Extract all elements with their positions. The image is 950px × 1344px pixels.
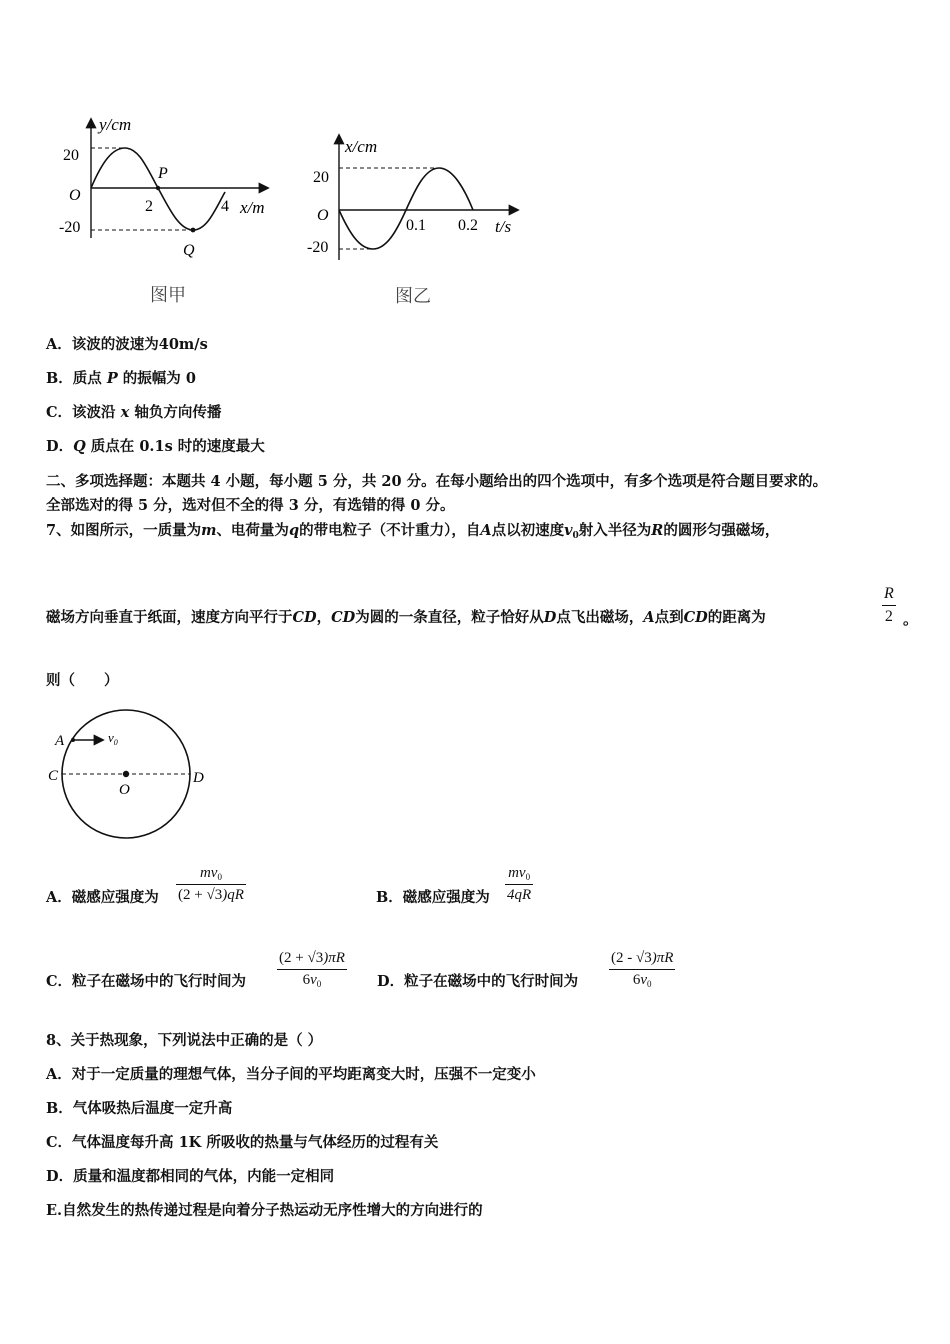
- q8-option-e: E.自然发生的热传递过程是向着分子热运动无序性增大的方向进行的: [46, 1202, 483, 1219]
- point-a-dot: [71, 738, 75, 742]
- q7-line2-end: 。: [903, 610, 919, 628]
- origin-label: O: [317, 207, 329, 224]
- tick-neg20: -20: [307, 239, 329, 256]
- figure-yi-vibration-graph: [305, 128, 535, 313]
- y-axis-label: y/cm: [99, 115, 132, 134]
- tick-0-1: 0.1: [406, 217, 426, 234]
- q7-option-a-fraction: $\frac{mv_0}{(2 + √3)qR}$: [178, 865, 244, 903]
- center-o-dot: [123, 771, 129, 777]
- tick-4: 4: [221, 198, 229, 215]
- tick-neg20: -20: [59, 219, 81, 236]
- q7-stem-line2: 磁场方向垂直于纸面，速度方向平行于CD，CD为圆的一条直径，粒子恰好从D点飞出磁场，A点到CD的距离为: [46, 609, 766, 626]
- q8-option-b: B．气体吸热后温度一定升高: [46, 1100, 233, 1117]
- q8-option-c: C．气体温度每升高 1K 所吸收的热量与气体经历的过程有关: [46, 1134, 439, 1151]
- q7-option-b-fraction: $\frac{mv_0}{4qR}$: [507, 865, 532, 903]
- tick-20: 20: [313, 169, 329, 186]
- x-axis-label: x/m: [240, 198, 265, 217]
- point-a-label: A: [55, 733, 65, 749]
- figure-jia-wave-graph: [55, 110, 295, 315]
- q8-option-a: A．对于一定质量的理想气体，当分子间的平均距离变大时，压强不一定变小: [46, 1066, 536, 1083]
- point-q-label: Q: [183, 242, 195, 259]
- tick-0-2: 0.2: [458, 217, 478, 234]
- q6-option-b: B．质点 P 的振幅为 0: [46, 370, 196, 387]
- v0-label: $v_0$: [108, 730, 118, 747]
- tick-20: 20: [63, 147, 79, 164]
- vibration-curve: [339, 168, 473, 249]
- figure-jia-caption: 图甲: [150, 285, 186, 305]
- section-2-heading: 二、多项选择题：本题共 4 小题，每小题 5 分，共 20 分。在每小题给出的四个选项中，有多个选项是符合题目要求的。: [46, 473, 828, 490]
- q7-option-c-label: C．粒子在磁场中的飞行时间为: [46, 973, 247, 990]
- q7-option-c-fraction: $\frac{(2 + √3)\pi R}{6v_0}$: [279, 950, 345, 989]
- q6-option-d: D．Q 质点在 0.1s 时的速度最大: [46, 438, 265, 455]
- q7-then: 则（ ）: [46, 672, 119, 689]
- q7-circle-figure: [42, 705, 222, 850]
- figure-yi-caption: 图乙: [395, 286, 431, 306]
- q8-question: 8、关于热现象，下列说法中正确的是（ ）: [46, 1032, 323, 1049]
- point-p-label: P: [158, 165, 168, 182]
- q7-stem-line1: 7、如图所示，一质量为m、电荷量为q的带电粒子（不计重力），自A点以初速度$v_0$射入半径为R的圆形匀强磁场，: [46, 522, 780, 541]
- point-o-label: O: [119, 782, 130, 798]
- q7-option-b-label: B．磁感应强度为: [376, 889, 490, 906]
- q7-option-d-label: D．粒子在磁场中的飞行时间为: [377, 973, 579, 990]
- section-2-instructions: 全部选对的得 5 分，选对但不全的得 3 分，有选错的得 0 分。: [46, 497, 455, 514]
- y-axis-label: x/cm: [345, 137, 378, 156]
- q6-option-a: A．该波的波速为40m/s: [46, 336, 208, 353]
- origin-label: O: [69, 187, 81, 204]
- q6-option-c: C．该波沿 x 轴负方向传播: [46, 404, 222, 421]
- point-d-label: D: [193, 770, 204, 786]
- q7-option-d-fraction: $\frac{(2 - √3)\pi R}{6v_0}$: [611, 950, 674, 989]
- point-q-dot: [191, 228, 196, 233]
- q7-option-a-label: A．磁感应强度为: [46, 889, 159, 906]
- point-c-label: C: [48, 768, 59, 784]
- distance-fraction: $\frac{R}{2}$: [884, 585, 894, 625]
- q8-option-d: D．质量和温度都相同的气体，内能一定相同: [46, 1168, 335, 1185]
- tick-2: 2: [145, 198, 153, 215]
- t-axis-label: t/s: [495, 217, 512, 236]
- point-p-dot: [156, 186, 160, 190]
